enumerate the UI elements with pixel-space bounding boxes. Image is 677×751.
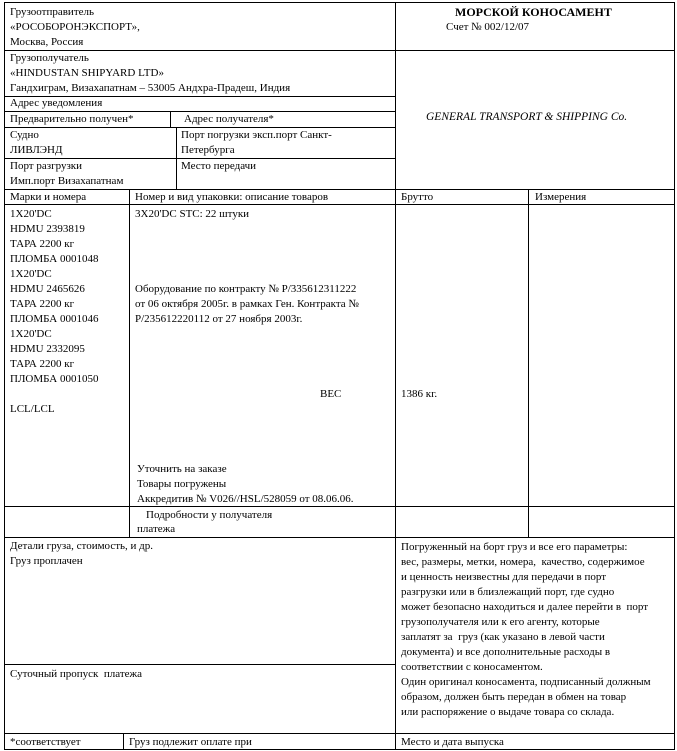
shipper-city: Москва, Россия [10,36,84,48]
divider-pre [170,111,171,127]
mark-line: ПЛОМБА 0001050 [10,373,99,385]
description-footer-line: Товары погружены [137,478,227,490]
col-gross-header: Брутто [401,191,434,203]
shipper-label: Грузоотправитель [10,6,95,18]
terms-line: соответствии с коносаментом. [401,661,543,673]
row-line [4,537,675,538]
divider-footer [123,733,124,750]
contract-line: Оборудование по контракту № P/335612311222 [135,283,357,295]
divider-lower [395,537,396,750]
description-footer-line: Уточнить на заказе [137,463,227,475]
row-line [4,50,675,51]
mark-line: 1X20'DC [10,328,52,340]
notify-address-label: Адрес уведомления [10,97,103,109]
mark-line: 1X20'DC [10,208,52,220]
frame-right [674,2,675,750]
divider-ports [176,127,177,189]
col-line [395,189,396,537]
cargo-payable-label: Груз подлежит оплате при [129,736,252,748]
terms-line: разгрузки или в близлежащий порт, где судно [401,586,615,598]
payment-details-line2: платежа [137,523,176,535]
contract-line: от 06 октября 2005г. в рамках Ген. Контракта № [135,298,359,310]
lcl-label: LCL/LCL [10,403,55,415]
terms-line: Погруженный на борт груз и все его параметры: [401,541,628,553]
weight-label: ВЕС [320,388,342,400]
port-loading-line1: Порт погрузки эксп.порт Санкт- [181,129,332,141]
col-measurements-header: Измерения [535,191,587,203]
terms-line: или распоряжение о выдаче товара со склада. [401,706,615,718]
port-loading-line2: Петербурга [181,144,235,156]
gross-weight-value: 1386 кг. [401,388,438,400]
corresponds-note: *соответствует [10,736,81,748]
terms-line: вес, размеры, метки, номера, качество, содержимое [401,556,645,568]
terms-line: и ценность неизвестны для передачи в порт [401,571,607,583]
terms-line: грузополучателя или к его агенту, которые [401,616,600,628]
mark-line: 1X20'DC [10,268,52,280]
mark-line: HDMU 2465626 [10,283,85,295]
place-date-label: Место и дата выпуска [401,736,504,748]
mark-line: ТАРА 2200 кг [10,238,75,250]
mark-line: ТАРА 2200 кг [10,298,75,310]
mark-line: ПЛОМБА 0001046 [10,313,99,325]
mark-line: HDMU 2393819 [10,223,85,235]
daily-pass-label: Суточный пропуск платежа [10,668,143,680]
frame-left [4,2,5,750]
col-description-header: Номер и вид упаковки: описание товаров [135,191,329,203]
frame-bottom [4,749,675,750]
carrier-name: GENERAL TRANSPORT & SHIPPING Co. [426,111,628,123]
col-marks-header: Марки и номера [10,191,87,203]
mark-line: ТАРА 2200 кг [10,358,75,370]
consignee-name: «HINDUSTAN SHIPYARD LTD» [10,67,164,79]
contract-line: P/235612220112 от 27 ноября 2003г. [135,313,303,325]
port-discharge-label: Порт разгрузки [10,160,83,172]
terms-line: образом, должен быть передан в обмен на товар [401,691,627,703]
mark-line: ПЛОМБА 0001048 [10,253,99,265]
mark-line: HDMU 2332095 [10,343,85,355]
terms-line: документа) и все дополнительные расходы в [401,646,611,658]
terms-line: заплатят за груз (как указано в левой части [401,631,605,643]
col-line [528,189,529,537]
payment-details-line1: Подробности у получателя [146,509,273,521]
document-title: МОРСКОЙ КОНОСАМЕНТ [455,5,612,19]
consignee-address: Гандхиграм, Визахапатнам – 53005 Андхра-Прадеш, Индия [10,82,291,94]
place-delivery-label: Место передачи [181,160,257,172]
port-discharge-value: Имп.порт Визахапатнам [10,175,124,187]
invoice-number: Счет № 002/12/07 [446,21,530,33]
recipient-address-label: Адрес получателя* [184,113,274,125]
row-line [4,733,675,734]
shipper-name: «РОСОБОРОНЭКСПОРТ», [10,21,140,33]
description-summary: 3X20'DC STC: 22 штуки [135,208,250,220]
description-footer-line: Аккредитив № V026//HSL/528059 от 08.06.06. [137,493,354,505]
row-line [4,664,396,665]
vessel-value: ЛИВЛЭНД [10,144,63,156]
terms-line: может безопасно находиться и далее перейти в порт [401,601,649,613]
consignee-label: Грузополучатель [10,52,89,64]
frame-top [4,2,675,3]
cargo-details-label: Детали груза, стоимость, и др. [10,540,154,552]
terms-line: Один оригинал коносамента, подписанный должным [401,676,651,688]
pre-received-label: Предварительно получен* [10,113,134,125]
vessel-label: Судно [10,129,39,141]
cargo-details-value: Груз проплачен [10,555,83,567]
col-line [129,189,130,537]
